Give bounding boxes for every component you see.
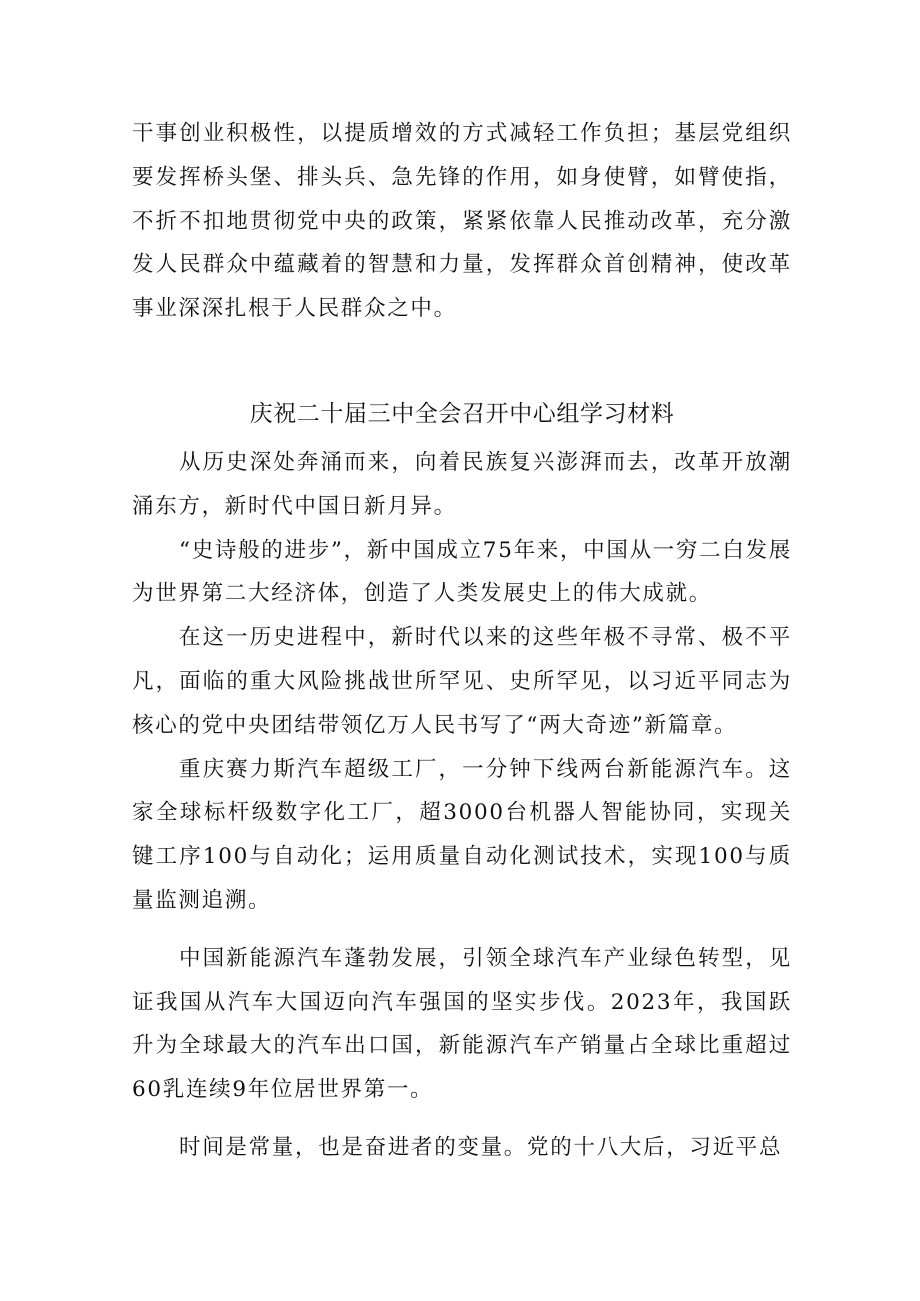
- paragraph: 中国新能源汽车蓬勃发展，引领全球汽车产业绿色转型，见证我国从汽车大国迈向汽车强国的坚实步伐。2023年，我国跃升为全球最大的汽车出口国，新能源汽车产销量占全球比重超过60乳连续9年位居世界第一。: [132, 945, 792, 1103]
- section-title-block: [132, 331, 792, 441]
- paragraph: 从历史深处奔涌而来，向着民族复兴澎湃而去，改革开放潮涌东方，新时代中国日新月异。: [132, 449, 792, 519]
- paragraph: 时间是常量，也是奋进者的变量。党的十八大后，习近平总: [179, 1134, 783, 1160]
- paragraph: 在这一历史进程中，新时代以来的这些年极不寻常、极不平凡，面临的重大风险挑战世所罕见、史所罕见，以习近平同志为核心的党中央团结带领亿万人民书写了“两大奇迹”新篇章。: [132, 625, 792, 738]
- paragraph: “史诗般的进步”，新中国成立75年来，中国从一穷二白发展为世界第二大经济体，创造了人类发展史上的伟大成就。: [132, 537, 792, 607]
- paragraph: 重庆赛力斯汽车超级工厂，一分钟下线两台新能源汽车。这家全球标杆级数字化工厂，超3000台机器人智能协同，实现关键工序100与自动化；运用质量自动化测试技术，实现100与质量监测追溯。: [132, 756, 792, 913]
- document-body: [132, 112, 792, 1170]
- intro-paragraph: 干事创业积极性，以提质增效的方式减轻工作负担；基层党组织要发挥桥头堡、排头兵、急先锋的作用，如身使臂，如臂使指，不折不扣地贯彻党中央的政策，紧紧依靠人民推动改革，充分激发人民群众中蕴藏着的智慧和力量，发挥群众首创精神，使改革事业深深扎根于人民群众之中。: [132, 121, 792, 322]
- section-title: 庆祝二十届三中全会召开中心组学习材料: [249, 400, 675, 427]
